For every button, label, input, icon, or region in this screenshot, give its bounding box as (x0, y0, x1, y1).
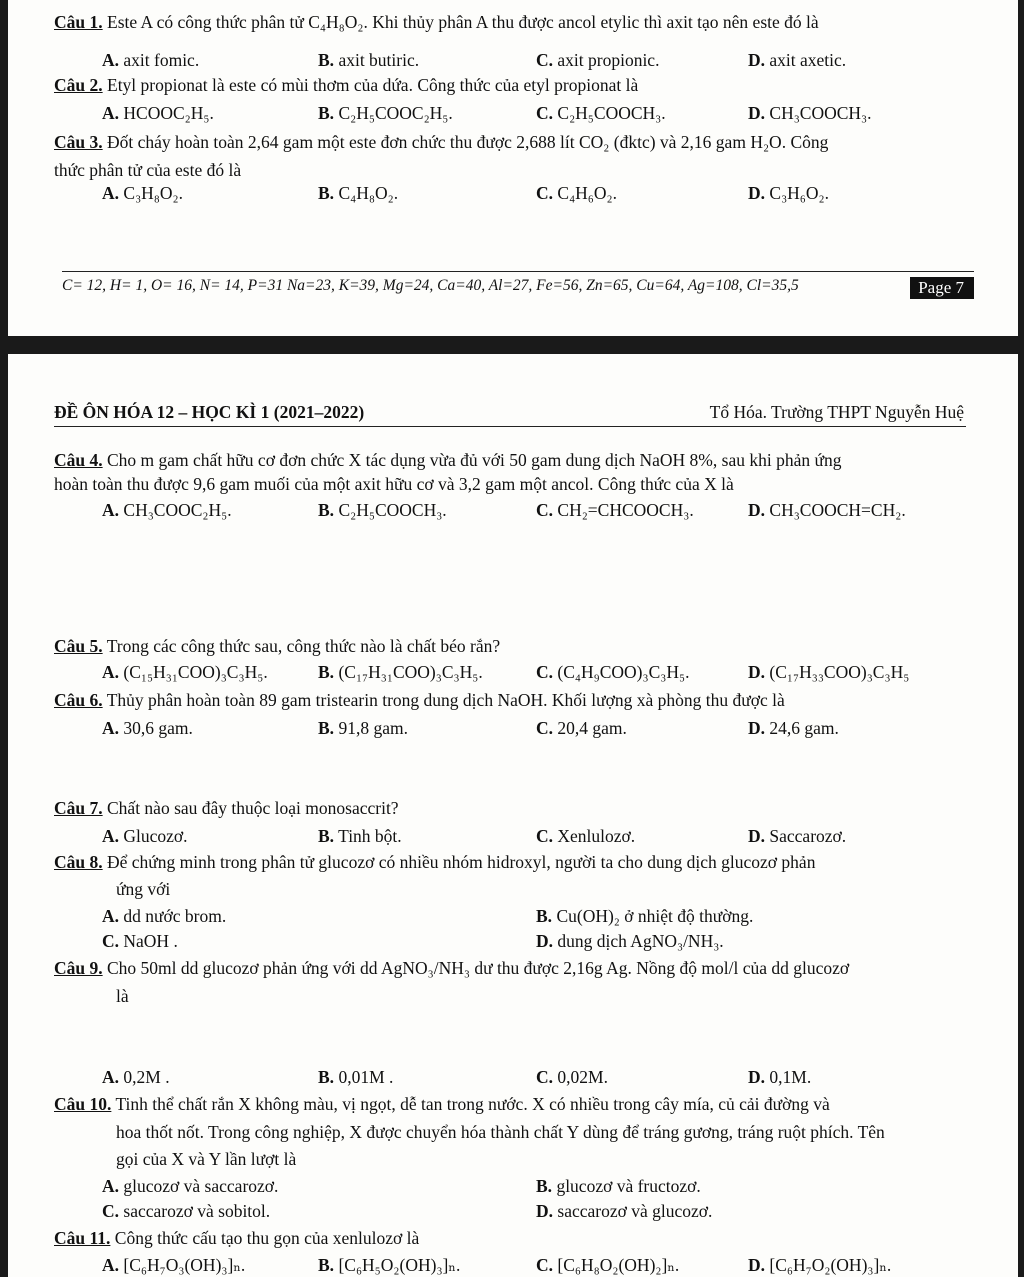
question-stem: Tinh thể chất rắn X không màu, vị ngọt, dễ tan trong nước. X có nhiều trong cây mía, củ cải đường và (115, 1094, 830, 1114)
option-letter: B. (318, 662, 335, 682)
option-letter: D. (536, 931, 554, 951)
question-text-line (54, 689, 785, 711)
answer-option-c (536, 717, 627, 739)
answer-option-c (536, 661, 690, 683)
question-number: Câu 1. (54, 12, 103, 32)
option-text: (C₁₇H₃₁COO)₃C₃H₅. (334, 662, 483, 682)
option-letter: A. (102, 183, 120, 203)
option-letter: A. (102, 1255, 120, 1275)
question-text-line (54, 74, 638, 96)
question-stem: Để chứng minh trong phân tử glucozơ có nhiều nhóm hidroxyl, người ta cho dung dịch glucozơ phản (107, 852, 816, 872)
option-letter: C. (536, 103, 554, 123)
question-number: Câu 10. (54, 1094, 112, 1114)
question-stem: Trong các công thức sau, công thức nào là chất béo rắn? (106, 636, 501, 656)
question-stem: Cho m gam chất hữu cơ đơn chức X tác dụng vừa đủ với 50 gam dung dịch NaOH 8%, sau khi phản ứng (107, 450, 842, 470)
question-stem: Cho 50ml dd glucozơ phản ứng với dd AgNO₃/NH₃ dư thu được 2,16g Ag. Nồng độ mol/l của dd glucozơ (107, 958, 850, 978)
option-text: [C₆H₇O₃(OH)₃]ₙ. (119, 1255, 246, 1275)
option-letter: B. (318, 1067, 335, 1087)
option-text: Cu(OH)₂ ở nhiệt độ thường. (552, 906, 754, 926)
question-text-line (116, 985, 129, 1007)
option-text: C₃H₆O₂. (765, 183, 830, 203)
option-letter: B. (536, 1176, 553, 1196)
option-letter: B. (318, 183, 335, 203)
option-text: saccarozơ và sobitol. (119, 1201, 271, 1221)
answer-option-c (102, 930, 178, 952)
option-text: Tinh bột. (334, 826, 402, 846)
question-stem: Este A có công thức phân tử C₄H₈O₂. Khi thủy phân A thu được ancol etylic thì axit tạo nên este đó là (107, 12, 819, 32)
option-letter: B. (318, 500, 335, 520)
option-letter: D. (748, 826, 766, 846)
question-text-line (54, 1093, 830, 1115)
answer-option-b (318, 825, 402, 847)
option-text: 0,2M . (119, 1067, 170, 1087)
answer-option-b (536, 1175, 701, 1197)
option-letter: C. (536, 50, 554, 70)
option-letter: A. (102, 50, 120, 70)
option-text: 0,01M . (334, 1067, 394, 1087)
option-letter: D. (748, 183, 766, 203)
question-text-line (116, 1121, 885, 1143)
option-letter: A. (102, 1176, 120, 1196)
option-text: CH₃COOC₂H₅. (119, 500, 232, 520)
question-stem: ứng với (116, 879, 171, 899)
option-letter: A. (102, 500, 120, 520)
question-number: Câu 4. (54, 450, 103, 470)
answer-option-d (748, 717, 839, 739)
option-text: glucozơ và fructozơ. (552, 1176, 701, 1196)
answer-option-c (536, 825, 635, 847)
option-letter: D. (748, 50, 766, 70)
option-letter: B. (318, 718, 335, 738)
option-letter: C. (536, 1067, 554, 1087)
answer-option-b (318, 1066, 393, 1088)
answer-option-b (318, 49, 419, 71)
question-stem: là (116, 986, 129, 1006)
option-text: (C₁₅H₃₁COO)₃C₃H₅. (119, 662, 268, 682)
question-text-line (54, 635, 500, 657)
exam-title: ĐỀ ÔN HÓA 12 – HỌC KÌ 1 (2021–2022) (54, 402, 365, 422)
question-stem: Chất nào sau đây thuộc loại monosaccrit? (107, 798, 399, 818)
option-text: 0,02M. (553, 1067, 608, 1087)
answer-option-a (102, 499, 232, 521)
answer-option-a (102, 1175, 278, 1197)
answer-option-a (102, 49, 199, 71)
answer-option-b (318, 102, 453, 124)
answer-option-d (748, 1066, 811, 1088)
option-text: C₄H₈O₂. (334, 183, 399, 203)
option-letter: D. (536, 1201, 554, 1221)
option-text: Xenlulozơ. (553, 826, 636, 846)
option-letter: D. (748, 1067, 766, 1087)
option-text: 91,8 gam. (334, 718, 408, 738)
option-text: axit fomic. (119, 50, 200, 70)
answer-option-c (536, 49, 659, 71)
option-letter: C. (102, 931, 120, 951)
option-letter: B. (318, 1255, 335, 1275)
option-letter: C. (102, 1201, 120, 1221)
question-text-line (54, 473, 734, 495)
page-footer (62, 271, 974, 295)
school-name: Tổ Hóa. Trường THPT Nguyễn Huệ (709, 402, 964, 422)
answer-option-d (748, 49, 846, 71)
question-text-line (116, 1148, 296, 1170)
option-text: C₃H₈O₂. (119, 183, 184, 203)
option-text: glucozơ và saccarozơ. (119, 1176, 279, 1196)
page-number-badge: Page 7 (910, 277, 974, 299)
option-letter: B. (318, 103, 335, 123)
question-stem: Công thức cấu tạo thu gọn của xenlulozơ là (114, 1228, 420, 1248)
question-text-line (54, 159, 241, 181)
answer-option-d (748, 1254, 891, 1276)
answer-option-b (318, 717, 408, 739)
option-letter: C. (536, 183, 554, 203)
answer-option-b (318, 499, 447, 521)
answer-option-b (536, 905, 753, 927)
answer-option-d (536, 930, 724, 952)
question-number: Câu 5. (54, 636, 103, 656)
option-text: C₂H₅COOC₂H₅. (334, 103, 453, 123)
question-stem: thức phân tử của este đó là (54, 160, 242, 180)
answer-option-c (536, 1254, 679, 1276)
option-letter: A. (102, 906, 120, 926)
option-letter: D. (748, 500, 766, 520)
question-text-line (116, 878, 170, 900)
option-letter: D. (748, 1255, 766, 1275)
answer-option-c (536, 102, 666, 124)
option-letter: A. (102, 826, 120, 846)
option-letter: C. (536, 662, 554, 682)
option-text: CH₂=CHCOOCH₃. (553, 500, 694, 520)
option-letter: C. (536, 718, 554, 738)
answer-option-d (536, 1200, 712, 1222)
answer-option-b (318, 1254, 460, 1276)
question-number: Câu 2. (54, 75, 103, 95)
question-number: Câu 9. (54, 958, 103, 978)
option-letter: A. (102, 103, 120, 123)
option-text: dung dịch AgNO₃/NH₃. (553, 931, 724, 951)
question-text-line (54, 131, 828, 153)
answer-option-b (318, 661, 483, 683)
option-letter: C. (536, 1255, 554, 1275)
answer-option-a (102, 717, 193, 739)
option-letter: D. (748, 718, 766, 738)
option-text: NaOH . (119, 931, 178, 951)
question-text-line (54, 851, 815, 873)
answer-option-b (318, 182, 398, 204)
option-text: CH₃COOCH=CH₂. (765, 500, 906, 520)
question-number: Câu 8. (54, 852, 103, 872)
question-stem: hoàn toàn thu được 9,6 gam muối của một axit hữu cơ và 3,2 gam một ancol. Công thức của X là (54, 474, 734, 494)
option-letter: B. (318, 50, 335, 70)
answer-option-a (102, 825, 188, 847)
option-text: C₂H₅COOCH₃. (553, 103, 666, 123)
question-stem: hoa thốt nốt. Trong công nghiệp, X được chuyển hóa thành chất Y dùng để tráng gương, tráng ruột phích. Tên (116, 1122, 885, 1142)
answer-option-d (748, 182, 829, 204)
answer-option-a (102, 102, 214, 124)
option-letter: B. (318, 826, 335, 846)
option-letter: A. (102, 662, 120, 682)
option-letter: D. (748, 103, 766, 123)
question-number: Câu 3. (54, 132, 103, 152)
answer-option-a (102, 661, 268, 683)
option-text: (C₁₇H₃₃COO)₃C₃H₅ (765, 662, 910, 682)
question-number: Câu 6. (54, 690, 103, 710)
answer-option-c (536, 499, 694, 521)
answer-option-a (102, 182, 183, 204)
question-text-line (54, 449, 841, 471)
option-text: dd nước brom. (119, 906, 227, 926)
option-letter: C. (536, 500, 554, 520)
answer-option-d (748, 499, 906, 521)
option-text: 24,6 gam. (765, 718, 839, 738)
option-text: [C₆H₅O₂(OH)₃]ₙ. (334, 1255, 461, 1275)
option-letter: C. (536, 826, 554, 846)
option-text: [C₆H₇O₂(OH)₃]ₙ. (765, 1255, 892, 1275)
answer-option-c (536, 1066, 608, 1088)
document-header (54, 402, 966, 427)
option-text: 30,6 gam. (119, 718, 193, 738)
question-text-line (54, 11, 819, 33)
answer-option-a (102, 1254, 245, 1276)
option-text: C₂H₅COOCH₃. (334, 500, 447, 520)
question-number: Câu 7. (54, 798, 103, 818)
option-text: Glucozơ. (119, 826, 188, 846)
option-text: HCOOC₂H₅. (119, 103, 214, 123)
option-letter: B. (536, 906, 553, 926)
answer-option-d (748, 825, 846, 847)
option-text: saccarozơ và glucozơ. (553, 1201, 713, 1221)
question-stem: Thủy phân hoàn toàn 89 gam tristearin trong dung dịch NaOH. Khối lượng xà phòng thu được là (106, 690, 785, 710)
question-text-line (54, 797, 399, 819)
option-text: axit butiric. (334, 50, 420, 70)
option-letter: D. (748, 662, 766, 682)
option-text: Saccarozơ. (765, 826, 847, 846)
option-text: axit axetic. (765, 50, 847, 70)
option-text: C₄H₆O₂. (553, 183, 618, 203)
answer-option-d (748, 102, 872, 124)
option-text: 0,1M. (765, 1067, 812, 1087)
option-text: (C₄H₉COO)₃C₃H₅. (553, 662, 690, 682)
question-stem: Etyl propionat là este có mùi thơm của dứa. Công thức của etyl propionat là (107, 75, 639, 95)
atomic-masses-line: C= 12, H= 1, O= 16, N= 14, P=31 Na=23, K=39, Mg=24, Ca=40, Al=27, Fe=56, Zn=65, Cu=64, Ag=108, Cl=35,5 (62, 277, 799, 294)
answer-option-c (536, 182, 617, 204)
question-text-line (54, 1227, 419, 1249)
answer-option-a (102, 1066, 170, 1088)
option-text: CH₃COOCH₃. (765, 103, 872, 123)
question-text-line (54, 957, 849, 979)
option-text: [C₆H₈O₂(OH)₂]ₙ. (553, 1255, 680, 1275)
option-letter: A. (102, 1067, 120, 1087)
answer-option-c (102, 1200, 270, 1222)
option-letter: A. (102, 718, 120, 738)
option-text: axit propionic. (553, 50, 660, 70)
answer-option-d (748, 661, 909, 683)
answer-option-a (102, 905, 226, 927)
question-stem: gọi của X và Y lần lượt là (116, 1149, 297, 1169)
question-number: Câu 11. (54, 1228, 111, 1248)
option-text: 20,4 gam. (553, 718, 627, 738)
question-stem: Đốt cháy hoàn toàn 2,64 gam một este đơn chức thu được 2,688 lít CO₂ (đktc) và 2,16 gam H₂O. Công (107, 132, 829, 152)
